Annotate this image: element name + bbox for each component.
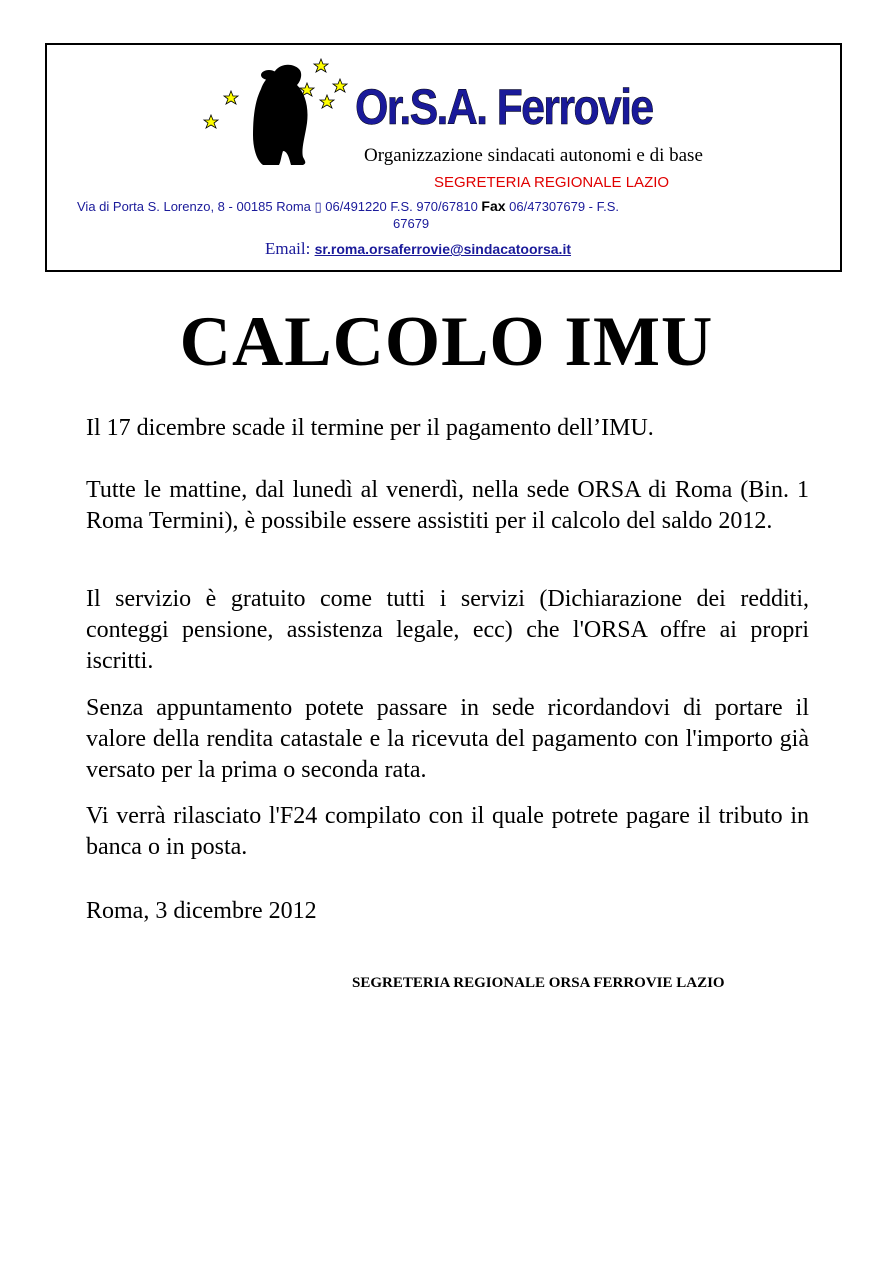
email-link[interactable]: sr.roma.orsaferrovie@sindacatoorsa.it [314,241,572,257]
fax-number: 06/47307679 - F.S. [505,199,620,214]
fax-label: Fax [481,198,506,214]
address-line: Via di Porta S. Lorenzo, 8 - 00185 Roma ▯ 06/491220 F.S. 970/67810 [77,199,482,214]
document-date: Roma, 3 dicembre 2012 [86,898,317,924]
organization-name: Organizzazione sindacati autonomi e di base [364,145,703,166]
bear-logo-icon [253,65,308,165]
paragraph-deadline: Il 17 dicembre scade il termine per il pagamento dell’IMU. [86,415,654,441]
letterhead [45,43,842,272]
star-icon [314,59,328,72]
paragraph-free-service: Il servizio è gratuito come tutti i servizi (Dichiarazione dei redditi, conteggi pensione, assistenza legale, ecc) che l'ORSA offre ai propri iscritti. [86,586,809,674]
signature: SEGRETERIA REGIONALE ORSA FERROVIE LAZIO [352,975,725,991]
brand-name: Or.S.A. Ferrovie [355,79,653,135]
star-icon [204,115,218,128]
paragraph-assistance: Tutte le mattine, dal lunedì al venerdì, nella sede ORSA di Roma (Bin. 1 Roma Termini), è possibile essere assistiti per il calcolo del saldo 2012. [86,477,809,534]
paragraph-documents: Senza appuntamento potete passare in sede ricordandovi di portare il valore della rendita catastale e la ricevuta del pagamento con l'importo già versato per la prima o seconda rata. [86,695,809,783]
email-row [265,239,571,259]
paragraph-f24: Vi verrà rilasciato l'F24 compilato con il quale potrete pagare il tributo in banca o in posta. [86,803,809,860]
segreteria-name: SEGRETERIA REGIONALE LAZIO [434,174,670,191]
star-icon [224,91,238,104]
star-icon [333,79,347,92]
document-title: CALCOLO IMU [179,303,714,381]
star-icon [320,95,334,108]
address-block [77,198,807,232]
address-line-continued: 67679 [393,216,430,231]
logo [197,53,357,173]
email-label: Email: [265,239,315,258]
